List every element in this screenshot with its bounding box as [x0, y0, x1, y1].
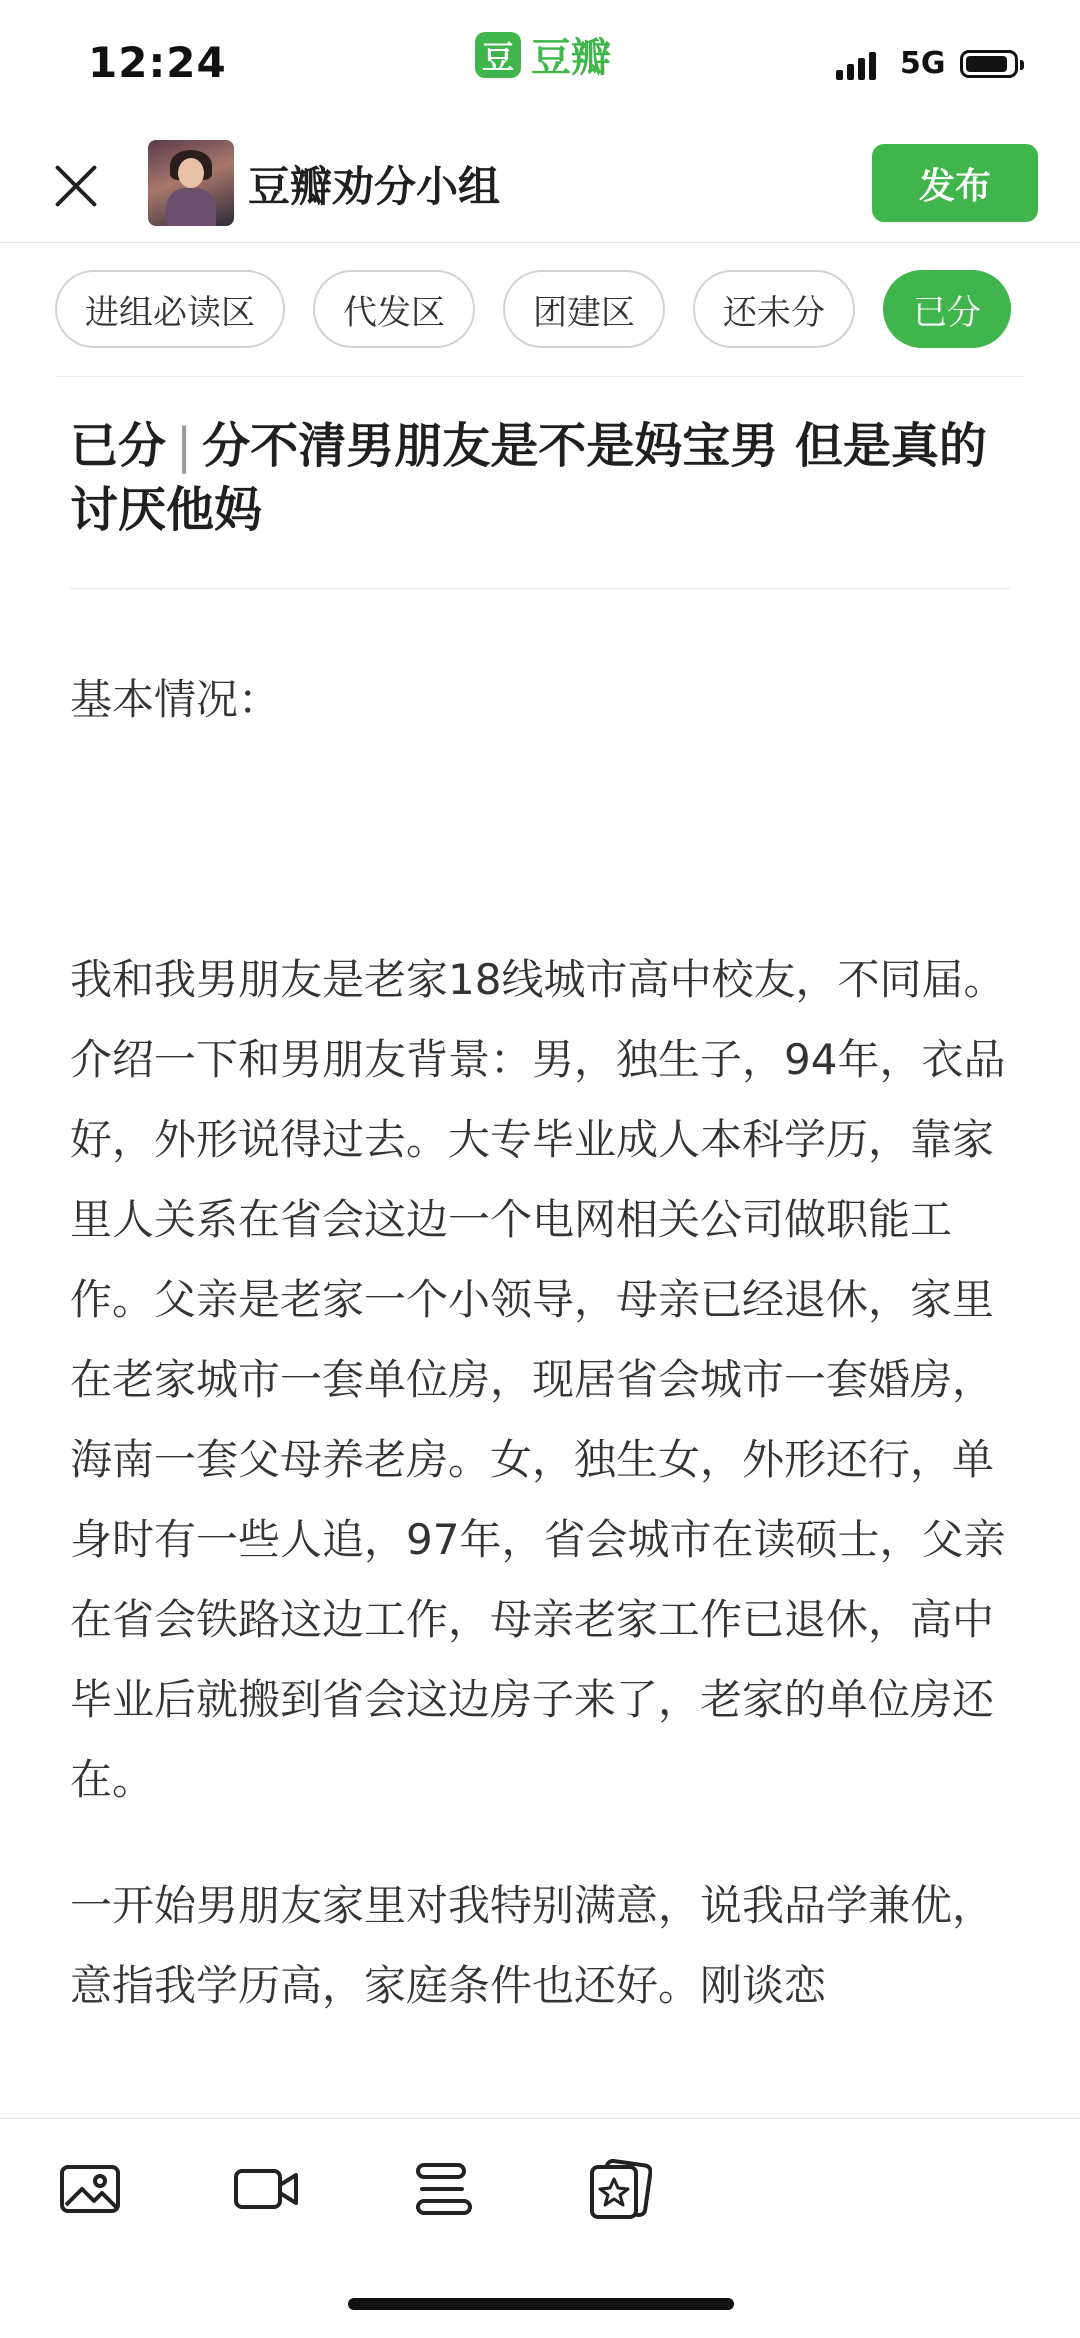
- category-tabs: [55, 270, 1011, 348]
- body-paragraph-2: 一开始男朋友家里对我特别满意，说我品学兼优，意指我学历高，家庭条件也还好。刚谈恋: [70, 1881, 995, 2010]
- douban-logo-icon: 豆: [475, 32, 521, 78]
- close-icon[interactable]: [50, 160, 102, 212]
- tab-proxy-post[interactable]: 代发区: [313, 270, 475, 348]
- post-tag: 已分: [70, 418, 167, 474]
- post-title-text: 分不清男朋友是不是妈宝男 但是真的讨厌他妈: [70, 418, 987, 538]
- body-paragraph-1: 我和我男朋友是老家18线城市高中校友，不同届。介绍一下和男朋友背景：男，独生子，94年，衣品好，外形说得过去。大专毕业成人本科学历，靠家里人关系在省会这边一个电网相关公司做职能工作。父亲是老家一个小领导，母亲已经退休，家里在老家城市一套单位房，现居省会城市一套婚房，海南一套父母养老房。女，独生女，外形还行，单身时有一些人追，97年，省会城市在读硕士，父亲在省会铁路这边工作，母亲老家工作已退休，高中毕业后就搬到省会这边房子来了，老家的单位房还在。: [70, 955, 1006, 1804]
- tabs-divider: [55, 376, 1025, 377]
- post-body[interactable]: [70, 660, 1018, 2026]
- home-indicator[interactable]: [348, 2298, 734, 2310]
- tab-team-building[interactable]: 团建区: [503, 270, 665, 348]
- app-name: 豆瓣: [531, 35, 611, 81]
- tab-not-split[interactable]: 还未分: [693, 270, 855, 348]
- status-bar: [0, 0, 1080, 130]
- text-format-icon[interactable]: [412, 2159, 476, 2219]
- group-header: [0, 130, 1080, 243]
- group-avatar[interactable]: [148, 140, 234, 226]
- image-icon[interactable]: [58, 2159, 122, 2219]
- post-title[interactable]: [70, 414, 1010, 542]
- title-separator: |: [176, 418, 193, 474]
- battery-icon: [960, 50, 1018, 78]
- group-title[interactable]: 豆瓣劝分小组: [248, 162, 501, 211]
- status-time: 12:24: [88, 38, 227, 87]
- network-type: 5G: [900, 46, 946, 81]
- signal-icon: [836, 52, 876, 80]
- section-heading: 基本情况：: [70, 675, 281, 724]
- sticker-icon[interactable]: [588, 2159, 652, 2219]
- tab-split[interactable]: 已分: [883, 270, 1011, 348]
- app-badge: [475, 26, 611, 83]
- tab-read-first[interactable]: 进组必读区: [55, 270, 285, 348]
- video-icon[interactable]: [232, 2159, 302, 2219]
- title-divider: [70, 588, 1010, 589]
- publish-button[interactable]: 发布: [872, 144, 1038, 222]
